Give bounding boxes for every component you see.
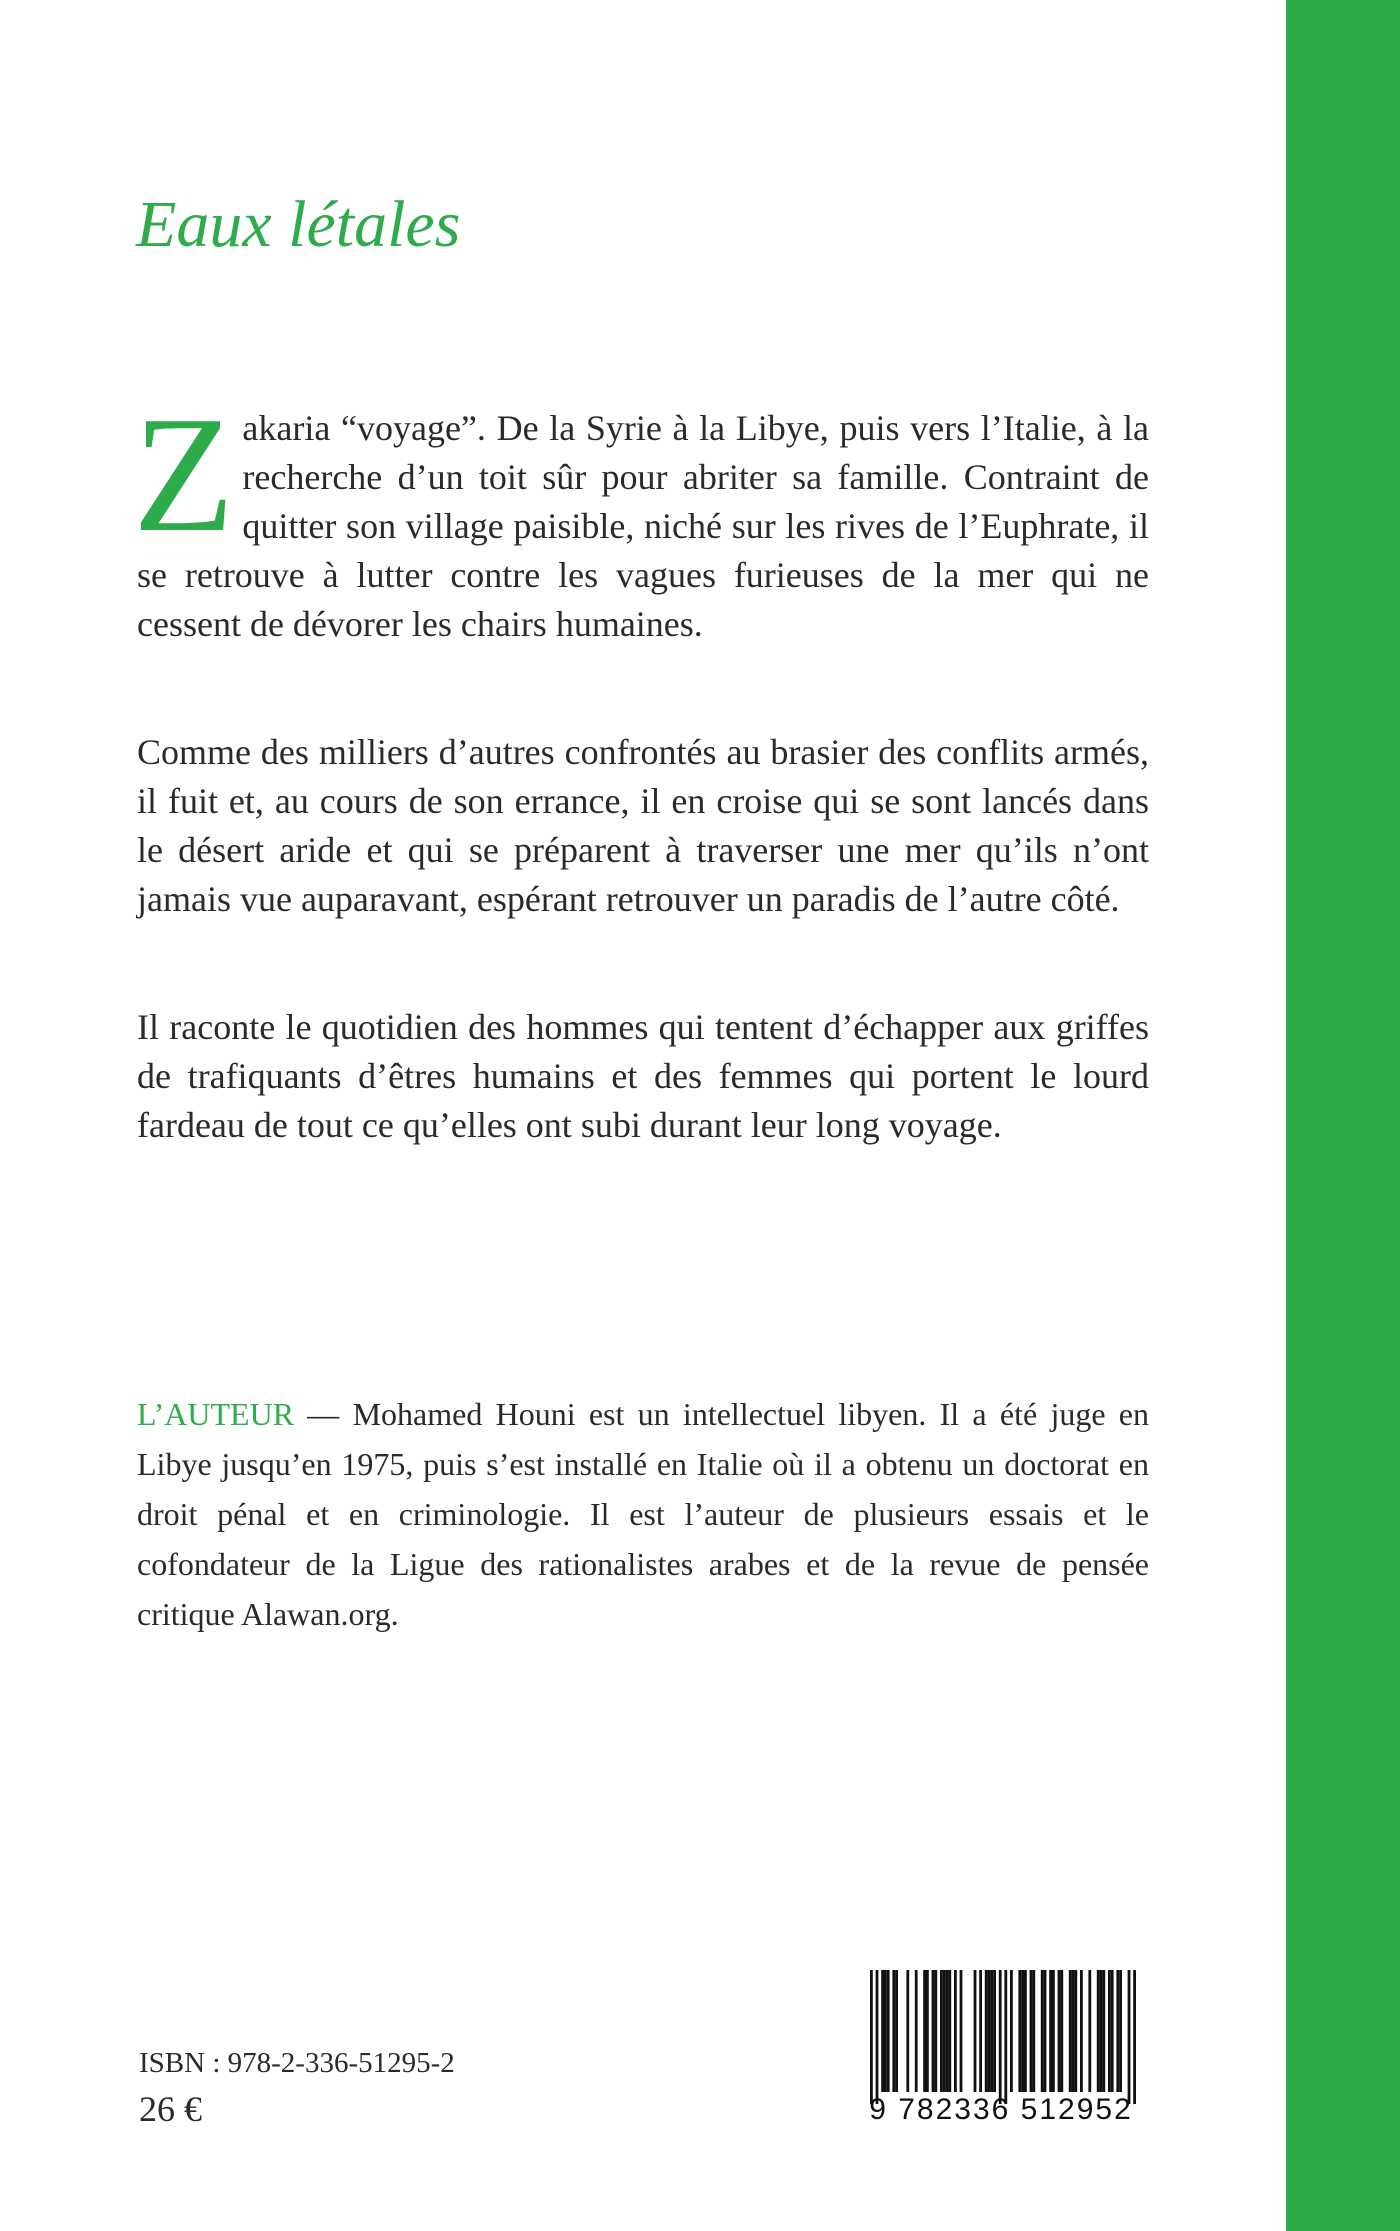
barcode-bar [1072,1970,1075,2092]
barcode-bar [1030,1970,1033,2092]
barcode-bar [988,1970,991,2092]
summary-paragraph-1-text: akaria “voyage”. De la Syrie à la Libye, puis vers l’Italie, à la recherche d’un toit sûr pour abriter sa famille. Contraint de quitter son village paisible, niché sur les rives de l’Euphrate, il se retrouve à lutter contre les vagues furieuses de la mer qui ne cessent de dévorer les chairs humaines. [137,408,1149,644]
barcode-bar [946,1970,949,2092]
barcode-bar [1044,1970,1047,2092]
author-bio-text: — Mohamed Houni est un intellectuel libyen. Il a été juge en Libye jusqu’en 1975, puis s’est installé en Italie où il a obtenu un doctorat en droit pénal et en criminologie. Il est l’auteur de plusieurs essais et le cofondateur de la Ligue des rationalistes arabes et de la revue de pensée critique Alawan.org. [137,1396,1149,1632]
barcode-bar [1080,1970,1083,2092]
barcode-bar [932,1970,935,2092]
barcode-bar [1060,1970,1063,2092]
barcode-bar [1108,1970,1111,2092]
barcode-bar [884,1970,887,2092]
barcode-bar [1133,1970,1136,2104]
barcode-bar [948,1970,951,2092]
barcode-bar [960,1970,963,2092]
barcode-bar [1102,1970,1105,2092]
barcode-bar [1041,1970,1044,2092]
barcode-bar [990,1970,993,2092]
barcode-bar [1004,1970,1007,2104]
barcode-bar [1018,1970,1021,2092]
barcode-bar [940,1970,943,2092]
barcode-bar [1088,1970,1091,2092]
barcode-bar [870,1970,873,2104]
author-bio [137,1389,1149,1639]
summary-paragraph-3: Il raconte le quotidien des hommes qui tentent d’échapper aux griffes de trafiquants d’êtres humains et des femmes qui portent le lourd fardeau de tout ce qu’elles ont subi durant leur long voyage. [137,1007,1149,1145]
book-title: Eaux létales [136,188,461,261]
barcode-bar [993,1970,996,2092]
summary-paragraph-1 [133,382,1149,649]
barcode-digits: 9 782336 512952 [869,2093,1133,2126]
barcode-bar [1069,1970,1072,2092]
barcode-bar [1052,1970,1055,2092]
barcode-bar [1024,1970,1027,2092]
barcode-bar [974,1970,977,2092]
barcode-bar [923,1970,926,2092]
drop-cap: Z [133,382,235,566]
barcode-bar [906,1970,909,2092]
barcode-bar [1058,1970,1061,2092]
barcode-bar [954,1970,957,2092]
barcode-bar [926,1970,929,2092]
isbn: ISBN : 978-2-336-51295-2 [139,2047,455,2079]
barcode-bar [1010,1970,1013,2092]
barcode-bar [985,1970,988,2092]
green-spine-band [1286,0,1400,2231]
barcode-bar [887,1970,890,2092]
barcode-bar [943,1970,946,2092]
barcode-bar [1111,1970,1114,2092]
barcode-bar [1074,1970,1077,2092]
barcode-bar [1128,1970,1131,2104]
barcode-bar [1100,1970,1103,2092]
barcode-bar [881,1970,884,2092]
barcode-bar [1119,1970,1122,2092]
price: 26 € [139,2089,202,2129]
barcode-bar [934,1970,937,2092]
barcode-bar [915,1970,918,2092]
barcode-bar [1049,1970,1052,2092]
barcode-bar [979,1970,982,2092]
summary-paragraph-2: Comme des milliers d’autres confrontés au brasier des conflits armés, il fuit et, au cours de son errance, il en croise qui se sont lancés dans le désert aride et qui se préparent à traverser une mer qu’ils n’ont jamais vue auparavant, espérant retrouver un paradis de l’autre côté. [137,732,1149,919]
barcode-bar [1032,1970,1035,2092]
barcode-bar [1097,1970,1100,2092]
barcode-bar [1116,1970,1119,2092]
barcode-bar [1021,1970,1024,2092]
barcode-icon [848,1966,1154,2133]
barcode-bar [892,1970,895,2092]
author-label: L’AUTEUR [137,1396,295,1432]
barcode-bar [895,1970,898,2092]
barcode-bar [999,1970,1002,2104]
barcode-bar [876,1970,879,2104]
